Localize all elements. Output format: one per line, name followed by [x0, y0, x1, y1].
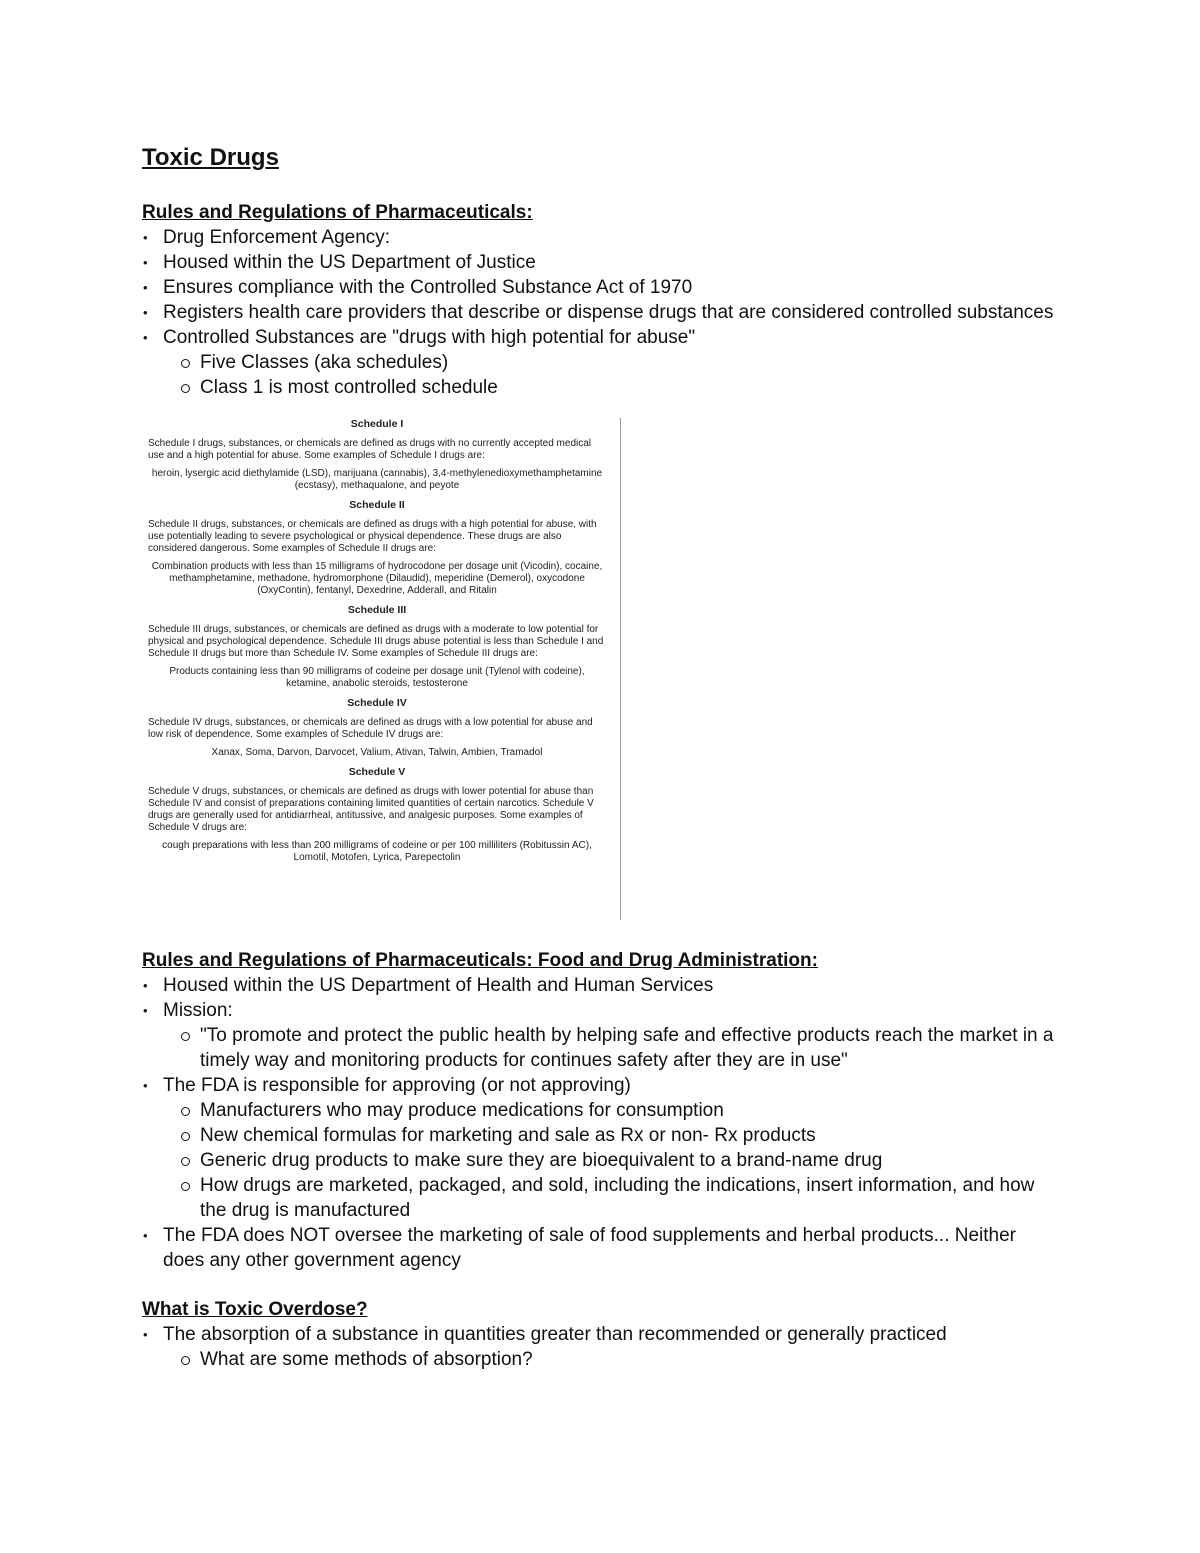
schedule-examples: Combination products with less than 15 milligrams of hydrocodone per dosage unit (Vicodin), cocaine, methamphetamine, methadone, hydromorphone (Dilaudid), meperidine (Demerol), oxycodone (OxyContin), fentanyl, Dexedrine, Adderall, and Ritalin [151, 561, 603, 596]
fda-heading: Rules and Regulations of Pharmaceuticals: Food and Drug Administration: [142, 950, 818, 971]
sub-list-item: Generic drug products to make sure they are bioequivalent to a brand-name drug [179, 1148, 1062, 1173]
schedules-image [148, 418, 622, 920]
list-item-text: Controlled Substances are "drugs with high potential for abuse" [163, 327, 696, 348]
schedule-title: Schedule IV [347, 697, 407, 709]
schedule-examples: Products containing less than 90 milligrams of codeine per dosage unit (Tylenol with codeine), ketamine, anabolic steroids, testosterone [169, 666, 585, 689]
schedule-title: Schedule III [347, 604, 407, 616]
list-item: • Housed within the US Department of Health and Human Services [142, 973, 1062, 998]
schedule-examples: Xanax, Soma, Darvon, Darvocet, Valium, Ativan, Talwin, Ambien, Tramadol [211, 747, 543, 758]
sub-bullet-list [163, 350, 1062, 400]
schedule-block [148, 499, 606, 597]
document-content [142, 140, 1062, 1396]
overdose-heading: What is Toxic Overdose? [142, 1299, 368, 1320]
dea-bullet-list [142, 225, 1062, 400]
schedule-block [148, 604, 606, 690]
list-item-text: Mission: [163, 1000, 233, 1021]
list-item [142, 1073, 1062, 1223]
list-item [142, 325, 1062, 400]
fda-bullet-list [142, 973, 1062, 1273]
schedule-description: Schedule IV drugs, substances, or chemicals are defined as drugs with a low potential for abuse and low risk of dependence. Some examples of Schedule IV drugs are: [148, 717, 593, 740]
sub-bullet-list [163, 1098, 1062, 1223]
image-edge-divider [620, 418, 621, 920]
sub-list-item: Five Classes (aka schedules) [179, 350, 1062, 375]
list-item-text: The FDA is responsible for approving (or not approving) [163, 1075, 631, 1096]
sub-bullet-list [163, 1347, 1062, 1372]
schedule-examples: heroin, lysergic acid diethylamide (LSD), marijuana (cannabis), 3,4-methylenedioxymethamphetamine (ecstasy), methaqualone, and peyote [151, 468, 603, 491]
list-item: • Drug Enforcement Agency: [142, 225, 1062, 250]
list-item: • The FDA does NOT oversee the marketing of sale of food supplements and herbal products... Neither does any other government agency [142, 1223, 1062, 1273]
list-item: • Registers health care providers that describe or dispense drugs that are considered controlled substances [142, 300, 1062, 325]
schedule-description: Schedule III drugs, substances, or chemicals are defined as drugs with a moderate to low potential for physical and psychological dependence. Schedule III drugs abuse potential is less than Schedule I and Schedule II drugs but more than Schedule IV. Some examples of Schedule III drugs are: [148, 624, 604, 659]
schedule-title: Schedule II [349, 499, 405, 511]
sub-list-item: New chemical formulas for marketing and sale as Rx or non- Rx products [179, 1123, 1062, 1148]
schedule-block [148, 418, 606, 492]
schedule-description: Schedule V drugs, substances, or chemicals are defined as drugs with lower potential for abuse than Schedule IV and consist of preparations containing limited quantities of certain narcotics. Schedule V drugs are generally used for antidiarrheal, antitussive, and analgesic purposes. Some examples of Schedule V drugs are: [148, 786, 594, 833]
sub-list-item: "To promote and protect the public health by helping safe and effective products reach the market in a timely way and monitoring products for continues safety after they are in use" [179, 1023, 1062, 1073]
list-item: • Ensures compliance with the Controlled Substance Act of 1970 [142, 275, 1062, 300]
dea-heading: Rules and Regulations of Pharmaceuticals: [142, 202, 533, 223]
schedule-description: Schedule I drugs, substances, or chemicals are defined as drugs with no currently accepted medical use and a high potential for abuse. Some examples of Schedule I drugs are: [148, 438, 592, 461]
sub-list-item: What are some methods of absorption? [179, 1347, 1062, 1372]
sub-list-item: How drugs are marketed, packaged, and sold, including the indications, insert information, and how the drug is manufactured [179, 1173, 1062, 1223]
fda-section [142, 948, 1062, 1273]
list-item [142, 998, 1062, 1073]
sub-list-item: Class 1 is most controlled schedule [179, 375, 1062, 400]
page-title: Toxic Drugs [142, 144, 279, 171]
dea-section [142, 200, 1062, 400]
sub-list-item: Manufacturers who may produce medications for consumption [179, 1098, 1062, 1123]
schedule-title: Schedule V [348, 766, 406, 778]
list-item-text: The absorption of a substance in quantities greater than recommended or generally practiced [163, 1324, 947, 1345]
list-item [142, 1322, 1062, 1372]
schedule-block [148, 766, 606, 864]
schedule-block [148, 697, 606, 759]
schedule-title: Schedule I [350, 418, 404, 430]
list-item: • Housed within the US Department of Justice [142, 250, 1062, 275]
sub-bullet-list [163, 1023, 1062, 1073]
overdose-bullet-list [142, 1322, 1062, 1372]
overdose-section [142, 1297, 1062, 1372]
schedule-description: Schedule II drugs, substances, or chemicals are defined as drugs with a high potential for abuse, with use potentially leading to severe psychological or physical dependence. These drugs are also considered dangerous. Some examples of Schedule II drugs are: [148, 519, 597, 554]
schedule-examples: cough preparations with less than 200 milligrams of codeine or per 100 milliliters (Robitussin AC), Lomotil, Motofen, Lyrica, Parepectolin [162, 840, 592, 863]
